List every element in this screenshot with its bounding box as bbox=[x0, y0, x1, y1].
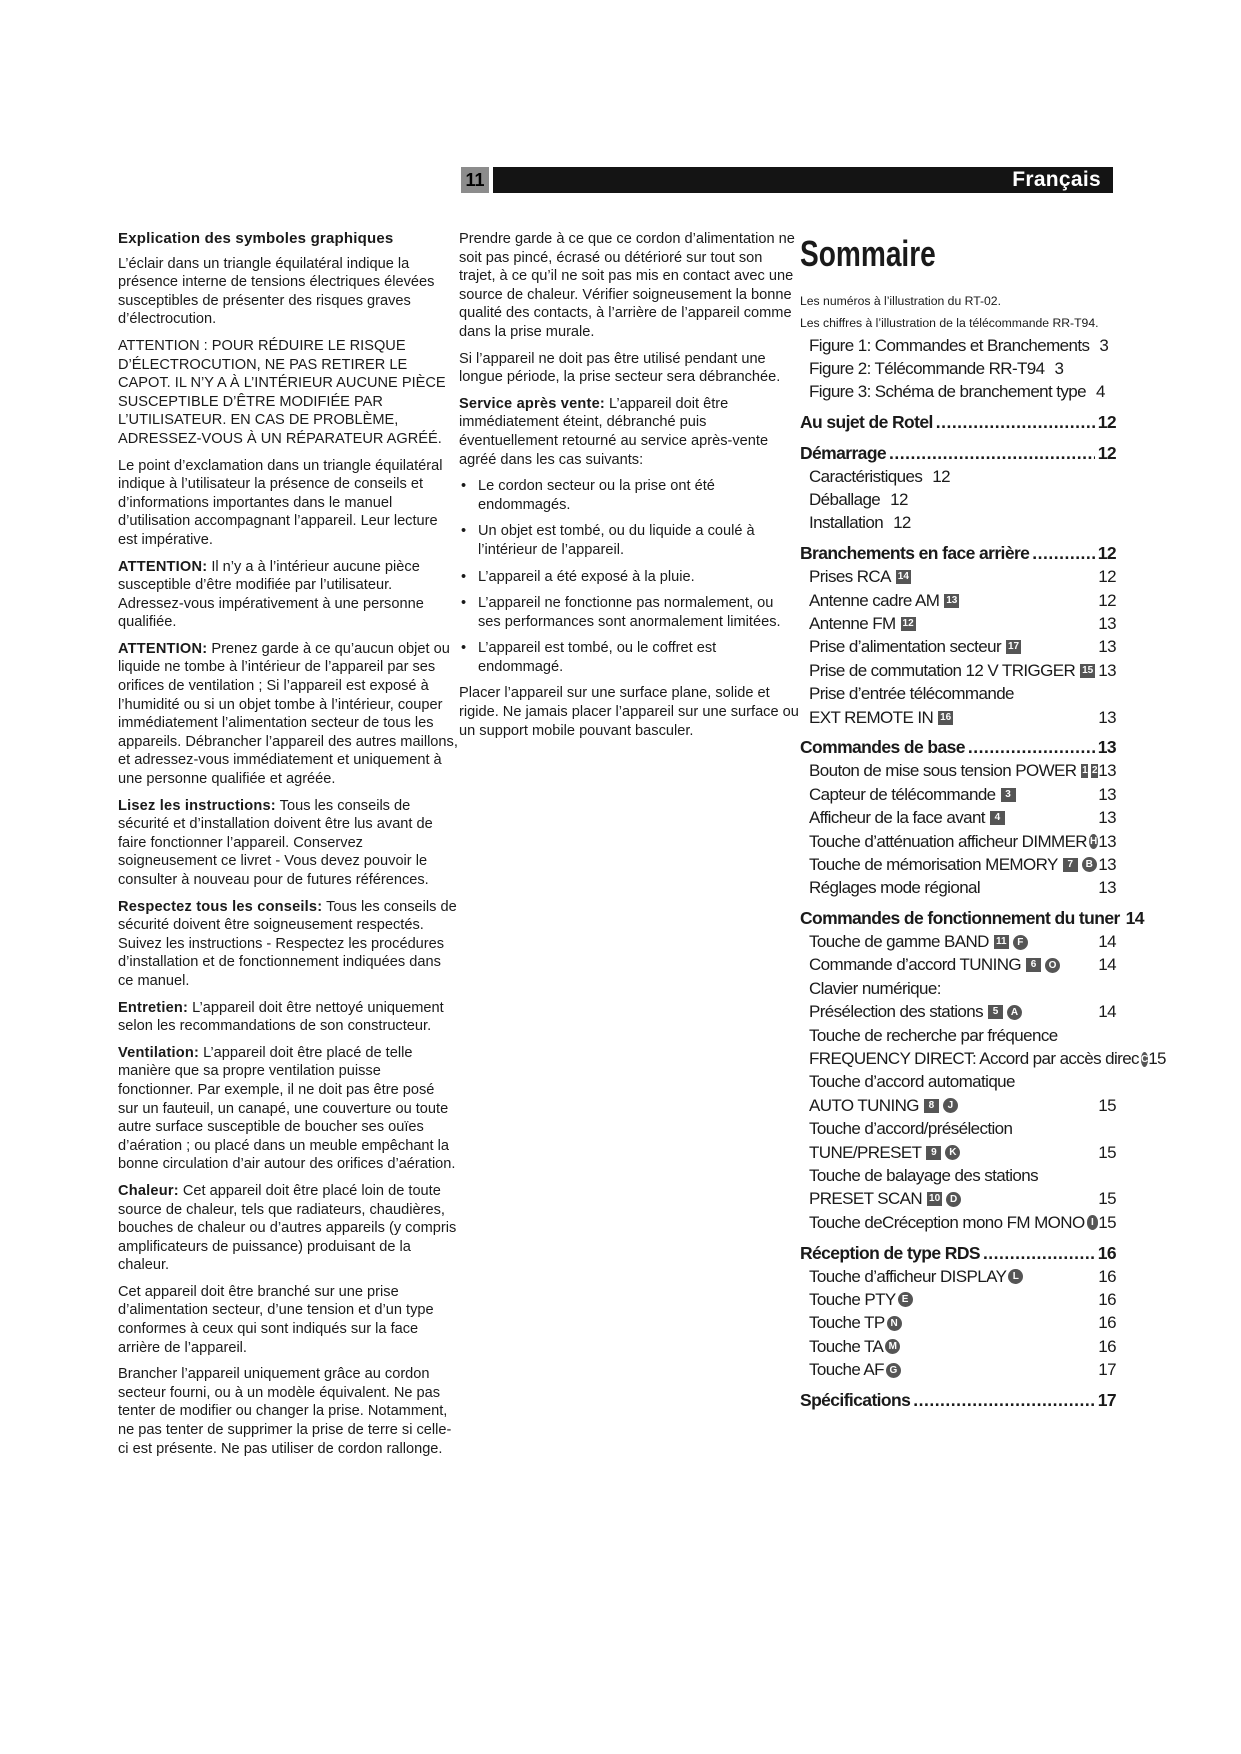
paragraph-label: Service après vente: bbox=[459, 395, 605, 412]
service-conditions-list bbox=[459, 477, 799, 676]
number-badge: 2 bbox=[1092, 765, 1098, 777]
number-badge: 5 bbox=[988, 1005, 1003, 1019]
paragraph: Prendre garde à ce que ce cordon d’alimentation ne soit pas pincé, écrasé ou détérioré sur tout son trajet, à ce qu’il ne soit pas mis en contact avec une source de chaleur. Vérifier soigneusement la bonne qualité des contacts, à l’arrière de l’appareil comme dans la prise murale. bbox=[459, 231, 795, 340]
paragraph: Cet appareil doit être branché sur une prise d’alimentation secteur, d’une tension et d’un type conformes à ceux qui sont indiqués sur la face arrière de l’appareil. bbox=[118, 1283, 434, 1356]
paragraph-text: Cet appareil doit être placé loin de toute source de chaleur, tels que radiateurs, chaudières, bouches de chaleur ou d’autres appareils (y compris amplificateurs de puissance) produisant de la chaleur. bbox=[118, 1182, 457, 1274]
page-number: 11 bbox=[461, 167, 493, 193]
leader-dots bbox=[968, 737, 1095, 758]
paragraph: Placer l’appareil sur une surface plane, solide et rigide. Ne jamais placer l’appareil sur une surface ou un support mobile pouvant basculer. bbox=[459, 685, 799, 739]
toc-entry-ta[interactable]: Touche TA M 16 bbox=[809, 1336, 1116, 1356]
table-of-contents bbox=[800, 230, 1166, 1412]
toc-section-tuner[interactable]: Commandes de fonctionnement du tuner 14 bbox=[800, 908, 1144, 929]
paragraph bbox=[118, 640, 458, 789]
toc-entry-scan-label[interactable]: Touche de balayage des stations bbox=[809, 1165, 1039, 1185]
toc-section-rotel[interactable]: Au sujet de Rotel ..... 12 bbox=[800, 411, 1116, 434]
toc-section-demarrage[interactable]: Démarrage ..... 12 bbox=[800, 442, 1116, 465]
toc-entry-figure-1[interactable]: Figure 1: Commandes et Branchements 3 bbox=[809, 335, 1109, 355]
list-item: • L’appareil est tombé, ou le coffret est endommagé. bbox=[459, 639, 799, 676]
toc-entry-dimmer[interactable]: Touche d’atténuation afficheur DIMMER H 13 bbox=[809, 831, 1116, 851]
letter-badge: G bbox=[886, 1363, 901, 1378]
letter-badge: H bbox=[1090, 836, 1098, 847]
paragraph-text: L’appareil doit être placé de telle manière que sa propre ventilation puisse fonctionner. Par exemple, il ne doit pas être posé sur un fauteuil, un canapé, une couverture ou toute autre surface susceptible de boucher ses ouïes d’aération ; ou placé dans un meuble empêchant la bonne circulation d’air autour des orifices d’aération. bbox=[118, 1044, 456, 1173]
number-badge: 4 bbox=[990, 811, 1005, 825]
paragraph-label: Ventilation: bbox=[118, 1044, 200, 1061]
letter-badge: D bbox=[946, 1192, 961, 1207]
toc-entry-display[interactable]: Touche d’afficheur DISPLAY L 16 bbox=[809, 1266, 1116, 1286]
number-badge: 8 bbox=[924, 1099, 939, 1113]
paragraph: ATTENTION : POUR RÉDUIRE LE RISQUE D’ÉLECTROCUTION, NE PAS RETIRER LE CAPOT. IL N’Y A À L’INTÉRIEUR AUCUNE PIÈCE SUSCEPTIBLE D’ÊTRE MODIFIÉE PAR L’UTILISATEUR. EN CAS DE PROBLÈME, ADRESSEZ-VOUS À UN RÉPARATEUR AGRÉÉ. bbox=[118, 337, 446, 447]
number-badge: 14 bbox=[897, 571, 909, 583]
toc-entry-alimentation[interactable]: Prise d’alimentation secteur 17 13 bbox=[809, 637, 1116, 657]
toc-entry-afficheur[interactable]: Afficheur de la face avant 4 13 bbox=[809, 808, 1116, 828]
number-badge: 16 bbox=[940, 711, 952, 723]
toc-note: Les chiffres à l’illustration de la télécommande RR-T94. bbox=[800, 316, 1099, 330]
paragraph-label: Chaleur: bbox=[118, 1182, 179, 1199]
paragraph-text: Tous les conseils de sécurité doivent être soigneusement respectés. Suivez les instructions - Respectez les procédures d’installation et de fonctionnement indiquées dans ce manuel. bbox=[118, 898, 457, 989]
number-badge: 7 bbox=[1063, 858, 1078, 872]
toc-entry-tuning[interactable]: Commande d’accord TUNING 6 O 14 bbox=[809, 955, 1116, 975]
toc-entry-deballage[interactable]: Déballage 12 bbox=[809, 490, 908, 510]
paragraph-label: ATTENTION: bbox=[118, 640, 208, 657]
toc-entry-clavier[interactable]: Clavier numérique: bbox=[809, 978, 941, 998]
toc-section-commandes-base[interactable]: Commandes de base ..... 13 bbox=[800, 736, 1116, 759]
paragraph-label: Entretien: bbox=[118, 999, 189, 1016]
toc-note: Les numéros à l’illustration du RT-02. bbox=[800, 294, 1001, 308]
leader-dots bbox=[1032, 543, 1094, 564]
leader-dots bbox=[889, 443, 1095, 464]
letter-badge: C bbox=[1140, 1053, 1149, 1065]
toc-entry-figure-3[interactable]: Figure 3: Schéma de branchement type 4 bbox=[809, 382, 1105, 402]
toc-entry-antenne-am[interactable]: Antenne cadre AM 13 12 bbox=[809, 590, 1116, 610]
paragraph bbox=[118, 558, 458, 632]
toc-entry-ext-remote-label[interactable]: Prise d’entrée télécommande bbox=[809, 684, 1014, 704]
letter-badge: B bbox=[1082, 857, 1097, 872]
paragraph-text: L’appareil doit être nettoyé uniquement selon les recommandations de son constructeur. bbox=[118, 999, 444, 1035]
letter-badge: A bbox=[1007, 1005, 1022, 1020]
toc-entry-preselection[interactable]: Présélection des stations 5 A 14 bbox=[809, 1002, 1116, 1022]
list-item: • L’appareil ne fonctionne pas normalement, ou ses performances sont anormalement limitées. bbox=[459, 594, 799, 631]
number-badge: 9 bbox=[926, 1146, 941, 1160]
number-badge: 13 bbox=[946, 594, 958, 606]
page-header bbox=[461, 167, 1113, 193]
toc-entry-prises-rca[interactable]: Prises RCA 14 12 bbox=[809, 567, 1116, 587]
paragraph bbox=[118, 1182, 458, 1275]
toc-entry-tp[interactable]: Touche TP N 16 bbox=[809, 1313, 1116, 1333]
toc-entry-regional[interactable]: Réglages mode régional 13 bbox=[809, 878, 1116, 898]
paragraph-text: L’appareil doit être immédiatement éteint, débranché puis éventuellement retourné au service après-vente agréé dans les cas suivants: bbox=[459, 395, 769, 468]
paragraph bbox=[459, 395, 799, 469]
paragraph: L’éclair dans un triangle équilatéral indique la présence interne de tensions électriques élevées susceptibles de présenter des risques graves d’électrocution. bbox=[118, 255, 435, 328]
language-label: Français bbox=[1012, 168, 1101, 191]
toc-entry-capteur[interactable]: Capteur de télécommande 3 13 bbox=[809, 784, 1116, 804]
paragraph-label: ATTENTION: bbox=[118, 558, 208, 575]
paragraph bbox=[118, 797, 458, 890]
letter-badge: I bbox=[1087, 1215, 1099, 1230]
toc-section-branchements[interactable]: Branchements en face arrière ..... 12 bbox=[800, 542, 1116, 565]
letter-badge: M bbox=[885, 1339, 900, 1354]
toc-entry-power[interactable]: Bouton de mise sous tension POWER 1 2 13 bbox=[809, 761, 1116, 781]
leader-dots bbox=[983, 1243, 1095, 1264]
toc-entry-installation[interactable]: Installation 12 bbox=[809, 513, 911, 533]
toc-entry-frequency-direct[interactable]: FREQUENCY DIRECT: Accord par accès direc C 15 bbox=[809, 1049, 1166, 1069]
toc-entry-band[interactable]: Touche de gamme BAND 11 F 14 bbox=[809, 932, 1116, 952]
leader-dots bbox=[913, 1390, 1094, 1411]
leader-dots bbox=[936, 412, 1095, 433]
toc-entry-pty[interactable]: Touche PTY E 16 bbox=[809, 1289, 1116, 1309]
letter-badge: N bbox=[887, 1316, 902, 1331]
paragraph-text: Il n’y a à l’intérieur aucune pièce susceptible d’être modifiée par l’utilisateur. Adressez-vous impérativement à une personne qualifiée. bbox=[118, 558, 424, 631]
toc-entry-auto-label[interactable]: Touche d’accord automatique bbox=[809, 1072, 1015, 1092]
toc-entry-tune-preset-label[interactable]: Touche d’accord/présélection bbox=[809, 1119, 1013, 1139]
list-item: • Un objet est tombé, ou du liquide a coulé à l’intérieur de l’appareil. bbox=[459, 522, 799, 559]
toc-entry-tune-preset[interactable]: TUNE/PRESET 9 K 15 bbox=[809, 1142, 1116, 1162]
toc-entry-trigger[interactable]: Prise de commutation 12 V TRIGGER 15 13 bbox=[809, 660, 1116, 680]
number-badge: 3 bbox=[1001, 788, 1016, 802]
section-heading: Explication des symboles graphiques bbox=[118, 230, 394, 247]
paragraph bbox=[118, 999, 458, 1036]
letter-badge: K bbox=[945, 1145, 960, 1160]
paragraph-text: Prenez garde à ce qu’aucun objet ou liquide ne tombe à l’intérieur de l’appareil par ses orifices de ventilation ; Si l’appareil est exposé à l’humidité ou si un objet tombe à l’intérieur, couper immédiatement l’alimentation secteur de tous les appareils. Débrancher l’appareil des autres maillons, et adressez-vous immédiatement et uniquement à une personne qualifiée et agréée. bbox=[118, 640, 458, 788]
letter-badge: L bbox=[1008, 1269, 1023, 1284]
toc-section-rds[interactable]: Réception de type RDS ..... 16 bbox=[800, 1241, 1116, 1264]
paragraph: Si l’appareil ne doit pas être utilisé pendant une longue période, la prise secteur sera débranchée. bbox=[459, 350, 781, 386]
toc-section-specifications[interactable]: Spécifications ..... 17 bbox=[800, 1389, 1116, 1412]
paragraph-text: Tous les conseils de sécurité et d’installation doivent être lus avant de faire fonctionner l’appareil. Conservez soigneusement ce livret - Vous devez pouvoir le consulter à nouveau pour de futures références. bbox=[118, 797, 433, 888]
toc-entry-auto-tuning[interactable]: AUTO TUNING 8 J 15 bbox=[809, 1095, 1116, 1115]
toc-entry-memory[interactable]: Touche de mémorisation MEMORY 7 B 13 bbox=[809, 854, 1116, 874]
toc-entry-figure-2[interactable]: Figure 2: Télécommande RR-T94 3 bbox=[809, 359, 1064, 379]
letter-badge: O bbox=[1045, 958, 1060, 973]
toc-entry-af[interactable]: Touche AF G 17 bbox=[809, 1360, 1116, 1380]
paragraph: Le point d’exclamation dans un triangle équilatéral indique à l’utilisateur la présence de conseils et d’informations importantes dans le manuel d’utilisation accompagnant l’appareil. Leur lecture est impérative. bbox=[118, 457, 443, 548]
toc-title: Sommaire bbox=[800, 233, 936, 274]
list-item: • L’appareil a été exposé à la pluie. bbox=[459, 568, 799, 587]
number-badge: 17 bbox=[1007, 641, 1020, 653]
number-badge: 15 bbox=[1082, 664, 1094, 676]
number-badge: 10 bbox=[929, 1193, 941, 1205]
paragraph-label: Lisez les instructions: bbox=[118, 797, 276, 814]
number-badge: 12 bbox=[902, 617, 914, 629]
list-item: • Le cordon secteur ou la prise ont été endommagés. bbox=[459, 477, 799, 514]
toc-entry-fm-mono[interactable]: Touche deCréception mono FM MONO I 15 bbox=[809, 1212, 1116, 1232]
paragraph-label: Respectez tous les conseils: bbox=[118, 898, 323, 915]
paragraph bbox=[118, 898, 458, 991]
number-badge: 1 bbox=[1082, 765, 1088, 777]
toc-entry-caracteristiques[interactable]: Caractéristiques 12 bbox=[809, 466, 950, 486]
paragraph: Brancher l’appareil uniquement grâce au cordon secteur fourni, ou à un modèle équivalent. Ne pas tenter de modifier ou changer la prise. Notamment, ne pas tenter de supprimer la prise de terre si celle-ci est présente. Ne pas utiliser de cordon rallonge. bbox=[118, 1366, 452, 1457]
toc-entry-antenne-fm[interactable]: Antenne FM 12 13 bbox=[809, 613, 1116, 633]
number-badge: 6 bbox=[1026, 958, 1041, 972]
safety-column-1 bbox=[118, 230, 458, 1466]
letter-badge: J bbox=[943, 1098, 958, 1113]
number-badge: 11 bbox=[994, 935, 1009, 949]
paragraph bbox=[118, 1044, 458, 1174]
toc-entry-ext-remote[interactable]: EXT REMOTE IN 16 13 bbox=[809, 707, 1116, 727]
toc-entry-preset-scan[interactable]: PRESET SCAN 10 D 15 bbox=[809, 1189, 1116, 1209]
toc-entry-frequency-label[interactable]: Touche de recherche par fréquence bbox=[809, 1025, 1058, 1045]
letter-badge: E bbox=[898, 1292, 913, 1307]
letter-badge: F bbox=[1013, 935, 1028, 950]
safety-column-2 bbox=[459, 230, 799, 748]
